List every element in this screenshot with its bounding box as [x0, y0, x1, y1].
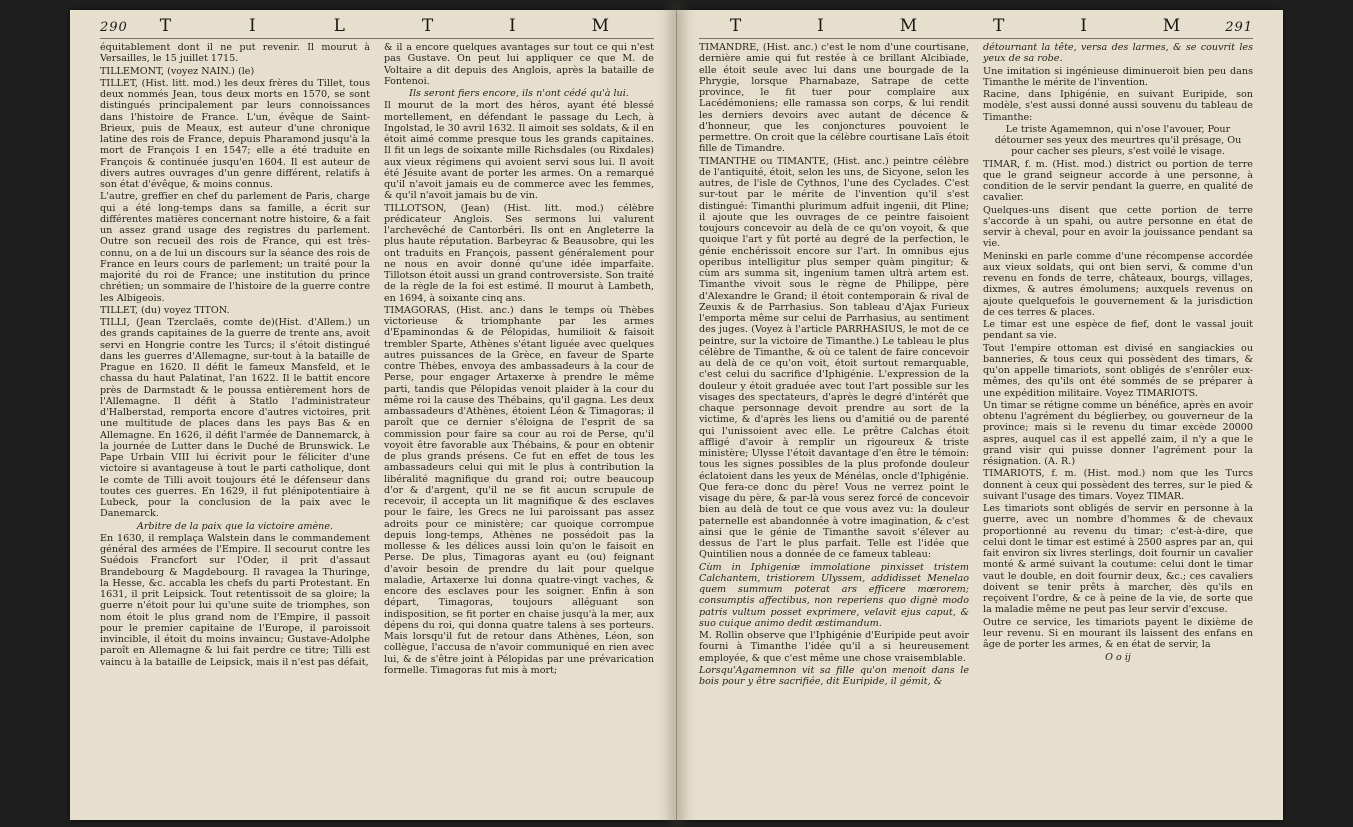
left-columns [100, 42, 654, 676]
left-page-number: 290 [100, 20, 128, 35]
paragraph: Racine, dans Iphigénie, en suivant Euripide, son modèle, s'est aussi donné aussi souvenu du tableau de Timanthe: [983, 89, 1253, 123]
left-column-2 [384, 42, 654, 676]
left-head-letters [128, 16, 391, 36]
left-head-letters-2 [391, 16, 654, 36]
right-column-2 [983, 42, 1253, 687]
entry-tillet: TILLET, (Hist. litt. mod.) les deux frères du Tillet, tous deux nommés Jean, tous deux morts en 1570, se sont distingués principalement par leurs connoissances dans l'histoire de France. L'un, évêque de Saint-Brieux, puis de Meaux, est auteur d'une chronique latine des rois de France, depuis Pharamond jusqu'à la mort de François I en 1547; elle a été traduite en François & continuée jusqu'en 1604. Il est auteur de divers autres ouvrages d'un genre différent, relatifs à son état d'évêque, & moins connus. [100, 77, 370, 190]
entry-timandre: TIMANDRE, (Hist. anc.) c'est le nom d'une courtisane, dernière amie qui fut restée à ce brillant Alcibiade, elle étoit seule avec lui dans une bourgade de la Phrygie, lorsque Pharnabaze, Satrape de cette province, le fit tuer pour complaire aux Lacédémoniens; elle ramassa son corps, & lui rendit les derniers devoirs avec autant de décence & d'honneur, que les conjonctures pouvoient le permettre. On croit que la célèbre courtisane Laïs étoit fille de Timandre. [699, 42, 969, 155]
left-column-1 [100, 42, 370, 676]
paragraph: Meninski en parle comme d'une récompense accordée aux vieux soldats, qui ont bien servi, & comme d'un revenu en fonds de terre, châteaux, bourgs, villages, dixmes, & autres émolumens; auxquels revenus on ajoute quelquefois le gouvernement & la jurisdiction de ces terres & places. [983, 250, 1253, 318]
right-column-1 [699, 42, 969, 687]
paragraph: Les timariots sont obligés de servir en personne à la guerre, avec un nombre d'hommes & de chevaux proportionné au revenu du timar; c'est-à-dire, que celui dont le timar est estimé à 2500 aspres par an, qui fait environ six livres sterlings, doit fournir un cavalier monté & armé suivant la coutume: celui dont le timar vaut le double, en doit fournir deux, &c.; ces cavaliers doivent se tenir prêts à marcher, dès qu'ils en reçoivent l'ordre, & ce à peine de la vie, de sorte que la maladie même ne peut pas leur servir d'excuse. [983, 503, 1253, 616]
entry-tillotson: TILLOTSON, (Jean) (Hist. litt. mod.) célèbre prédicateur Anglois. Ses sermons lui valurent l'archevêché de Cantorbéri. Ils ont en Angleterre la plus haute réputation. Barbeyrac & Beausobre, qui les ont traduits en François, passent généralement pour ne nous en avoir donné qu'une idée imparfaite. Tillotson étoit aussi un grand controversiste. Son traité de la règle de la foi est estimé. Il mourut à Lambeth, en 1694, à soixante cinq ans. [384, 202, 654, 304]
right-running-head [699, 16, 1253, 39]
head-letter: I [1080, 16, 1101, 36]
paragraph: Outre ce service, les timariots payent le dixième de leur revenu. Si en mourant ils laissent des enfans en âge de porter les armes, & en état de servir, la [983, 616, 1253, 650]
head-letter: I [509, 16, 530, 36]
latin-quote: Cùm in Iphigeniæ immolatione pinxisset tristem Calchantem, tristiorem Ulyssem, addidisset Menelao quem summum poterat ars efficere mœrorem; consumptis affectibus, non reperiens quo dignè modo patris vultum posset exprimere, velavit ejus caput, & suo cuique animo dedit æstimandum. [699, 561, 969, 629]
head-letter: M [591, 16, 624, 36]
left-running-head [100, 16, 654, 39]
paragraph: Un timar se rétigne comme un bénéfice, après en avoir obtenu l'agrément du béglierbey, ou gouverneur de la province; mais si le revenu du timar excède 20000 aspres, auquel cas il est appellé zaim, il n'y a que le grand visir qui puisse donner l'agrément pour la résignation. (A. R.) [983, 399, 1253, 467]
head-letter: M [899, 16, 932, 36]
head-letter: T [993, 16, 1019, 36]
paragraph: Lorsqu'Agamemnon vit sa fille qu'on menoit dans le bois pour y être sacrifiée, dit Euripide, il gémit, & [699, 664, 969, 687]
paragraph: Il mourut de la mort des héros, ayant été blessé mortellement, en défendant le passage du Lech, à Ingolstad, le 30 avril 1632. Il aimoit ses soldats, & il en étoit aimé comme presque tous les grands capitaines. Il fit un legs de soixante mille Richsdales (ou Rixdales) aux vieux régimens qui avoient servi sous lui. Il avoit été Jésuite avant de porter les armes. On a remarqué qu'il n'avoit jamais eu de commerce avec les femmes, & qu'il n'avoit jamais bu de vin. [384, 100, 654, 202]
head-letter: L [333, 16, 359, 36]
head-letter: I [817, 16, 838, 36]
right-page-number: 291 [1225, 20, 1254, 35]
paragraph: Une imitation si ingénieuse diminueroit bien peu dans Timanthe le mérite de l'invention. [983, 65, 1253, 88]
verse-quote: Le triste Agamemnon, qui n'ose l'avouer, Pour détourner ses yeux des meurtres qu'il présage, Ou pour cacher ses pleurs, s'est voilé le visage. [994, 123, 1242, 158]
head-letter: T [729, 16, 756, 36]
paragraph: équitablement dont il ne put revenir. Il mourut à Versailles, le 15 juillet 1715. [100, 42, 370, 65]
verse-quote: Arbitre de la paix que la victoire amène. [136, 520, 334, 532]
paragraph: & il a encore quelques avantages sur tout ce qui n'est pas Gustave. On peut lui appliquer ce que M. de Voltaire a dit depuis des Anglois, après la bataille de Fontenoi. [384, 42, 654, 87]
paragraph: Le timar est une espèce de fief, dont le vassal jouit pendant sa vie. [983, 319, 1253, 342]
head-letter: M [1162, 16, 1195, 36]
verse-quote: Ils seront fiers encore, ils n'ont cédé qu'à lui. [409, 88, 629, 99]
signature-mark: O o ij [1105, 652, 1131, 664]
head-letter: T [159, 16, 186, 36]
book-spread [70, 10, 1283, 820]
entry-timagoras: TIMAGORAS, (Hist. anc.) dans le temps où Thèbes victorieuse & triomphante par les armes d'Epaminondas & de Pélopidas, humilioit & faisoit trembler Sparte, Athènes s'étant liguée avec quelques autres puissances de la Grèce, en faveur de Sparte contre Thèbes, envoya des ambassadeurs à la cour de Perse, pour engager Artaxerxe à prendre le même parti, tandis que Pélopidas venoit plaider à la cour du même roi la cause des Thébains, qu'il gagna. Les deux ambassadeurs d'Athènes, étoient Léon & Timagoras; il paroît que ce dernier s'éloigna de l'esprit de sa commission pour faire sa cour au roi de Perse, qu'il voyoit être favorable aux Thébains, & pour en obtenir de plus grands présens. Ce fut en effet de tous les ambassadeurs celui qui mit le plus à contribution la libéralité magnifique du grand roi; outre beaucoup d'or & d'argent, qu'il ne se fit aucun scrupule de recevoir, il accepta un lit magnifique & des esclaves pour le faire, les Grecs ne lui paroissant pas assez adroits pour ce ministère; car quoique corrompue depuis long-temps, Athènes ne possédoit pas la mollesse & les délices aussi loin qu'on le faisoit en Perse. De plus, Timagoras ayant eu (ou) feignant d'avoir besoin de prendre du lait pour quelque maladie, Artaxerxe lui donna quatre-vingt vaches, & encore des esclaves pour les soigner. Enfin à son départ, Timagoras, toujours alléguant son indisposition, se fit porter en chaise jusqu'à la mer, aux dépens du roi, qui donna quatre talens à ses porteurs. Mais lorsqu'il fut de retour dans Athènes, Léon, son collègue, l'accusa de n'avoir communiqué en rien avec lui, & de s'être joint à Pélopidas par une prévarication formelle. Timagoras fut mis à mort; [384, 304, 654, 676]
paragraph: M. Rollin observe que l'Iphigénie d'Euripide peut avoir fourni à Timanthe l'idée qu'il a si heureusement employée, & que c'est même une chose vraisemblable. [699, 630, 969, 664]
entry-tillet-du: TILLET, (du) voyez TITON. [100, 304, 230, 316]
right-columns [699, 42, 1253, 687]
entry-timanthe: TIMANTHE ou TIMANTE, (Hist. anc.) peintre célèbre de l'antiquité, étoit, selon les uns, de Sicyone, selon les autres, de l'isle de Cythnos, l'une des Cyclades. C'est sur-tout par le mérite de l'invention qu'il s'est distingué: Timanthi plurimum adfuit ingenii, dit Pline; il ajoute que les ouvrages de ce peintre faisoient toujours concevoir au delà de ce qu'on voyoit, & que quoique l'art y fût porté au degré de la perfection, le génie enchérissoit encore sur l'art. In omnibus ejus operibus intelligitur plus semper quàm pingitur; & cùm ars summa sit, ingenium tamen ultrà artem est. Timanthe vivoit sous le règne de Philippe, père d'Alexandre le Grand; il étoit contemporain & rival de Zeuxis & de Parrhasius. Son tableau d'Ajax Furieux l'emporta même sur celui de Parrhasius, au sentiment des juges. (Voyez à l'article PARRHASIUS, le mot de ce peintre, sur la victoire de Timanthe.) Le tableau le plus célèbre de Timanthe, & où ce talent de faire concevoir au delà de ce qu'on voit, étoit surtout remarquable, c'est celui du sacrifice d'Iphigénie. L'expression de la douleur y étoit graduée avec tout l'art possible sur les visages des spectateurs, d'après le degré d'intérêt que chaque personnage devoit prendre au sort de la victime, & d'après les liens ou d'amitié ou de parenté qui l'unissoient avec elle. Le prêtre Calchas étoit affligé d'avoir à remplir un rigoureux & triste ministère; Ulysse l'étoit davantage d'en être le témoin: tous les signes possibles de la plus profonde douleur éclatoient dans les yeux de Ménélas, oncle d'Iphigénie. Que fera-ce donc du père! Vous ne verrez point le visage du père, & par-là vous serez forcé de concevoir bien au delà de tout ce que vous avez vu: la douleur paternelle est abandonnée à votre imagination, & c'est ainsi que le génie de Timanthe savoit s'élever au dessus de l'art le plus parfait. Telle est l'idée que Quintilien nous a donnée de ce fameux tableau: [699, 155, 969, 561]
right-page [677, 10, 1283, 820]
entry-timar: TIMAR, f. m. (Hist. mod.) district ou portion de terre que le grand seigneur accorde à une personne, à condition de le servir pendant la guerre, en qualité de cavalier. [983, 158, 1253, 204]
entry-tilli: TILLI, (Jean Tzerclaës, comte de)(Hist. d'Allem.) un des grands capitaines de la guerre de trente ans, avoit servi en Hongrie contre les Turcs; il s'étoit distingué dans les guerres d'Allemagne, sur-tout à la bataille de Prague en 1620. Il défit le fameux Mansfeld, et le chassa du haut Palatinat, l'an 1622. Il le battit encore près de Darmstadt & le poussa entièrement hors de l'Allemagne. Il défit à Statlo l'administrateur d'Halberstad, remporta encore d'autres victoires, prit une multitude de places dans les pays Bas & en Allemagne. En 1626, il défit l'armée de Dannemarck, à la journée de Lutter dans le Duché de Brunswick. Le Pape Urbain VIII lui écrivit pour le féliciter d'une victoire si avantageuse à tout le parti catholique, dont le comte de Tilli avoit toujours été le défenseur dans toutes ces guerres. En 1629, il fut plénipotentiaire à Lubeck, pour la conclusion de la paix avec le Danemarck. [100, 317, 370, 520]
left-page [70, 10, 676, 820]
head-letter: T [421, 16, 448, 36]
entry-tillemont: TILLEMONT, (voyez NAIN.) (le) [100, 65, 255, 77]
paragraph: Tout l'empire ottoman est divisé en sangiackies ou banneries, & tous ceux qui possèdent des timars, & qu'on appelle timariots, sont obligés de s'enrôler eux-mêmes, des qu'ils ont été sommés de se préparer à une expédition militaire. Voyez TIMARIOTS. [983, 342, 1253, 399]
right-head-letters [699, 16, 962, 36]
entry-timariots: TIMARIOTS, f. m. (Hist. mod.) nom que les Turcs donnent à ceux qui possèdent des terres, sur le pied & suivant l'usage des timars. Voyez TIMAR. [983, 468, 1253, 502]
paragraph: Quelques-uns disent que cette portion de terre s'accorde à un spahi, ou autre personne en état de servir à cheval, pour en avoir la jouissance pendant sa vie. [983, 204, 1253, 250]
paragraph: En 1630, il remplaça Walstein dans le commandement général des armées de l'Empire. Il secourut contre les Suédois Francfort sur l'Oder, il prit d'assaut Brandebourg & Magdebourg. Il ravagea la Thuringe, la Hesse, &c. accabla les chefs du parti Protestant. En 1631, il prit Leipsick. Tout retentissoit de sa gloire; la guerre n'étoit pour lui qu'une suite de triomphes, son nom étoit le plus grand nom de l'Empire, il passoit pour le premier capitaine de l'Europe, il paroissoit invincible, il étoit du moins invaincu; Gustave-Adolphe paroît en Allemagne & lui fait perdre ce titre; Tilli est vaincu à la bataille de Leipsick, mais il n'est pas défait, [100, 532, 370, 668]
right-head-letters-2 [962, 16, 1225, 36]
paragraph: L'autre, greffier en chef du parlement de Paris, charge qui a été long-temps dans sa famille, a écrit sur différentes matières concernant notre histoire, & a fait un assez grand usage des registres du parlement. Outre son recueil des rois de France, qui est très-connu, on a de lui un discours sur la séance des rois de France en leurs cours de parlement; un traité pour la majorité du roi de France; une institution du prince chrétien; un sommaire de l'histoire de la guerre contre les Albigeois. [100, 191, 370, 304]
paragraph: détournant la tête, versa des larmes, & se couvrit les yeux de sa robe. [983, 42, 1253, 65]
head-letter: I [249, 16, 270, 36]
